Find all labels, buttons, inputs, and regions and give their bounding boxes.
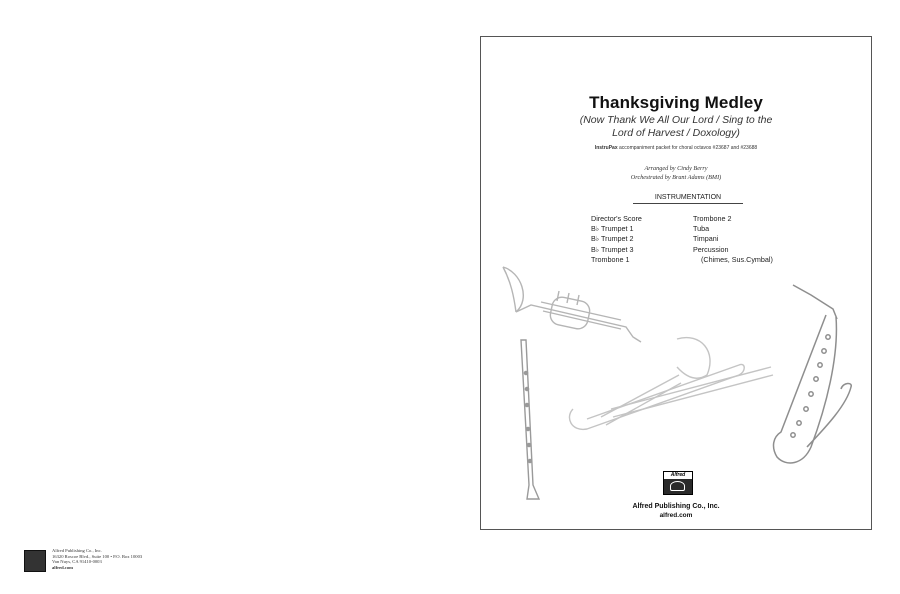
- packet-note-brand: InstruPax: [594, 145, 618, 151]
- instrument-item: B♭ Trumpet 2: [591, 234, 634, 244]
- instrument-item: Director's Score: [591, 214, 642, 223]
- logo-wordmark: Alfred: [664, 472, 692, 479]
- imprint-line: Alfred Publishing Co., Inc.: [52, 548, 102, 553]
- instrument-item: Trombone 2: [693, 214, 732, 223]
- instrument-list-right: [693, 214, 773, 265]
- instrument-item: Timpani: [693, 234, 719, 244]
- publisher-url: alfred.com: [659, 512, 693, 519]
- instrument-item-detail: (Chimes, Sus.Cymbal): [701, 254, 773, 264]
- arranger-credit: Arranged by Cindy Berry: [644, 165, 708, 172]
- logo-mark: [670, 481, 685, 491]
- publisher-logo-small: [24, 550, 46, 572]
- cover-subtitle: [481, 114, 871, 140]
- trumpet-icon: [503, 267, 641, 342]
- clarinet-icon: [521, 340, 539, 499]
- subtitle-line: Lord of Harvest / Doxology): [612, 127, 740, 139]
- subtitle-line: (Now Thank We All Our Lord / Sing to the: [579, 114, 773, 126]
- publisher-name: Alfred Publishing Co., Inc.: [632, 503, 720, 510]
- imprint-address: [52, 548, 142, 570]
- cover-credits: [481, 165, 871, 182]
- saxophone-icon: [774, 285, 852, 463]
- imprint-line: alfred.com: [52, 564, 73, 570]
- orchestrator-credit: Orchestrated by Brant Adams (BMI): [630, 173, 722, 181]
- packet-note-text: accompaniment packet for choral octavos #23687 and #23688: [617, 145, 758, 151]
- packet-note: [481, 145, 871, 151]
- imprint-line: Van Nuys, CA 91410-0003: [52, 559, 102, 565]
- instrument-item: Tuba: [693, 224, 710, 234]
- instrument-item: Percussion: [693, 244, 729, 254]
- front-cover: [480, 36, 872, 530]
- instrument-item: Trombone 1: [591, 254, 630, 264]
- back-cover-imprint: [24, 548, 224, 578]
- alfred-logo-icon: [663, 471, 693, 495]
- instrumentation-heading: INSTRUMENTATION: [633, 194, 743, 204]
- trombone-icon: [569, 338, 773, 430]
- cover-title: Thanksgiving Medley: [589, 93, 763, 112]
- instrument-item: B♭ Trumpet 3: [591, 244, 634, 254]
- instrument-list-left: [591, 214, 642, 265]
- imprint-line: 16320 Roscoe Blvd., Suite 100 • P.O. Box 10003: [52, 553, 143, 559]
- instrument-item: B♭ Trumpet 1: [591, 224, 634, 234]
